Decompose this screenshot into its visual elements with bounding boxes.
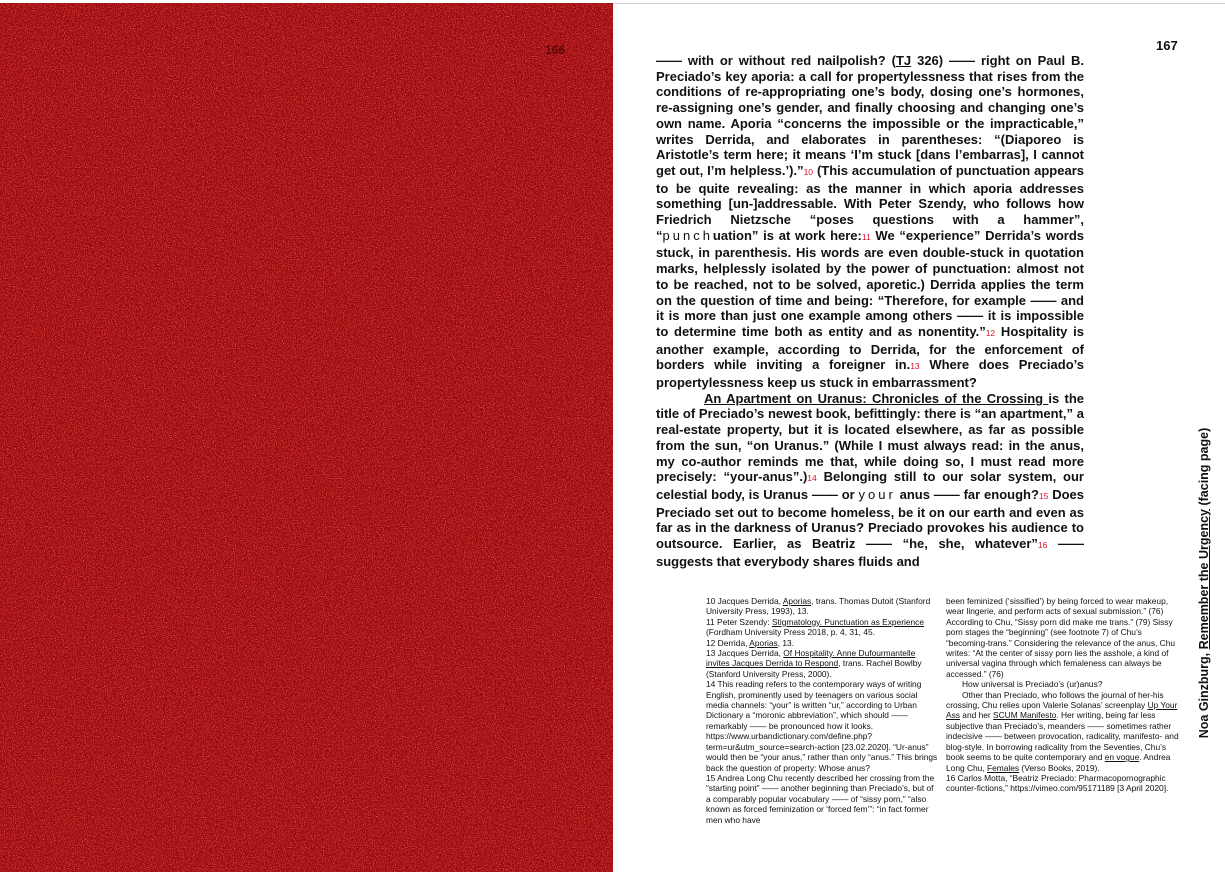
footnote-ref: 13	[910, 361, 920, 372]
footnotes-column-left	[706, 596, 938, 825]
footnote-15: 15 Andrea Long Chu recently described her crossing from the “starting point” —— another beginning than Preciado’s, but of a comparably popular vocabulary —— of “sissy porn,” “also known as forced feminization or ‘forced fem’”: “in fact former men who have	[706, 772, 935, 825]
cited-title: Stigmatology. Punctuation as Experience	[771, 616, 925, 627]
footnote-ref: 11	[861, 231, 871, 242]
cited-title: Up Your Ass	[946, 700, 1178, 721]
running-head-author: Noa Ginzburg,	[1197, 652, 1211, 739]
running-head-suffix: (facing page)	[1197, 427, 1211, 506]
text-run: 326) —— right on Paul B. Preciado’s key aporia: a call for propertylessness that rises from the conditions of re-appropriating one’s body, dosing one’s hormones, re-assigning one’s gender, and finally choosing and changing one’s own name. Aporia “concerns the impossible or the impracticable,” writes Derrida, and elaborates in parentheses: “(Diaporeo is Aristotle’s term here; it means ‘I’m stuck [dans l’embarras], I cannot get out, I’m helpless.’).”	[656, 53, 1084, 178]
text-run: —— suggests that everybody shares fluids and	[656, 536, 1084, 569]
text-run: , trans. Thomas Dutoit (Stanford University Press, 1993), 13.	[706, 596, 931, 617]
text-run: We “experience” Derrida’s words stuck, in parenthesis. His words are even double-stuck in quotation marks, helplessly isolated by the power of punctuation: almost not to be reached, not to be solved, aporetic.) Derrida applies the term on the question of time and being: “Therefore, for example —— and it is more than just one example among others —— it is impossible to determine time both as entity and as nonentity.”	[656, 227, 1084, 339]
book-title: An Apartment on Uranus: Chronicles of the Crossing	[704, 390, 1049, 406]
footnotes-column-right	[946, 596, 1179, 794]
left-page-number: 166	[545, 43, 566, 57]
page-number: 167	[1156, 38, 1178, 53]
running-head-title: Remember the Urgency	[1197, 509, 1211, 650]
text-run: 10 Jacques Derrida,	[706, 596, 783, 606]
footnote-ref: 14	[807, 473, 817, 484]
letterspaced-word: punch	[662, 227, 713, 243]
text-run: , trans. Rachel Bowlby (Stanford University Press, 2000).	[706, 658, 922, 679]
footnote-10	[706, 596, 938, 617]
footnote-ref: 10	[803, 166, 814, 177]
footnote-14: 14 This reading refers to the contemporary ways of writing English, prominently used by teenagers on various social media channels: “your” is written “ur,” according to Urban Dictionary a “moronic abbreviation”, which should —— remarkably —— be pronounced how it looks. https://www.urbandictionary.com/define.php?term=ur&utm_source=search-action [23.02.2020]. “Ur-anus” would then be “your anus,” rather than only “anus.” This brings back the question of property: Whose anus?	[706, 679, 938, 773]
cited-title: Aporias	[782, 596, 812, 606]
footnote-15-continued: been feminized (‘sissified’) by being forced to wear makeup, wear lingerie, and perform acts of sexual submission.” (76) According to Chu, “Sissy porn did make me trans.” (79) Sissy porn stages the “beginning” (see footnote 7) of Chu’s “becoming-trans.” Considering the relevance of the anus, Chu writes: “At the center of sissy porn lies the asshole, a kind of universal vagina through which femaleness can always be accessed.” (76)	[946, 596, 1176, 679]
footnote-11	[706, 617, 938, 638]
footnote-15-paragraph	[946, 690, 1179, 773]
footnote-ref: 12	[985, 327, 996, 338]
text-run: —— with or without red nailpolish? (	[656, 53, 896, 68]
footnote-12	[706, 638, 938, 648]
abbrev-link: TJ	[895, 53, 912, 68]
cited-title: SCUM Manifesto	[993, 710, 1057, 721]
text-run: Where does Preciado’s propertylessness keep us stuck in embarrassment?	[656, 357, 1084, 391]
text-run: 12 Derrida,	[706, 637, 750, 648]
text-run: 13 Jacques Derrida,	[706, 648, 784, 659]
text-run: (This accumulation of punctuation appears to be quite revealing: as the manner in which aporia addresses something [un-]addressable. With Peter Szendy, who follows how Friedrich Nietzsche “poses questions with a hammer”, “	[656, 162, 1084, 243]
text-run: . Andrea Long Chu,	[946, 752, 1171, 773]
letterspaced-word: your	[858, 486, 896, 502]
cited-title: Females	[986, 762, 1020, 773]
text-run: (Verso Books, 2019).	[1019, 762, 1100, 773]
cited-title: Of Hospitality. Anne Dufourmantelle invites Jacques Derrida to Respond	[706, 648, 916, 669]
text-run: (Fordham University Press 2018, p. 4, 31, 45.	[706, 627, 875, 638]
footnote-ref: 16	[1037, 540, 1048, 551]
emphasis: en vogue	[1104, 752, 1140, 763]
text-run: anus —— far enough?	[895, 486, 1039, 502]
text-run: Hospitality is another example, according to Derrida, for the enforcement of borders while inviting a foreigner in.	[656, 323, 1084, 373]
text-run: , 13.	[777, 637, 794, 648]
text-run: is the title of Preciado’s newest book, befittingly: there is “an apartment,” a real-estate property, but it is located elsewhere, as far as possible from the sun, “on Uranus.” (While I must always read: in the anus, my co-author reminds me that, while doing so, I must read more precisely: “your-anus”.)	[656, 390, 1084, 485]
text-run: Other than Preciado, who follows the journal of her-his crossing, Chu relies upon Valerie Solanas’ screenplay	[946, 689, 1164, 711]
footnote-ref: 15	[1038, 490, 1049, 501]
text-run: . Her writing, being far less subjective than Preciado’s, meanders —— sometimes rather indecisive —— between provocation, radicality, manifesto- and blog-style. In borrowing radicality from the Seventies, Chu’s book seems to be quite contemporary and	[946, 710, 1179, 763]
noise-texture-image	[0, 3, 613, 872]
left-page-red-texture	[0, 3, 613, 872]
cited-title: Aporias	[749, 637, 778, 648]
text-run: Does Preciado set out to become homeless, be it on our earth and even as far as in the darkness of Uranus? Preciado provokes his audience to outsource. Earlier, as Beatriz —— “he, she, whatever”	[656, 486, 1084, 552]
text-run: uation” is at work here:	[712, 227, 862, 243]
text-run: 11 Peter Szendy:	[706, 616, 772, 627]
footnote-15-question: How universal is Preciado’s (ur)anus?	[962, 679, 1103, 690]
running-head	[1197, 428, 1211, 739]
text-run: and her	[959, 710, 994, 721]
body-paragraph-2	[656, 391, 1084, 570]
body-paragraph-1	[656, 53, 1084, 391]
text-run: Belonging still to our solar system, our celestial body, is Uranus —— or	[656, 469, 1084, 502]
footnote-13	[706, 648, 938, 679]
main-body-text	[656, 53, 1084, 570]
footnote-16: 16 Carlos Motta, “Beatriz Preciado: Pharmacopornographic counter-fictions,” https://vimeo.com/95171189 [3 April 2020].	[946, 772, 1169, 794]
